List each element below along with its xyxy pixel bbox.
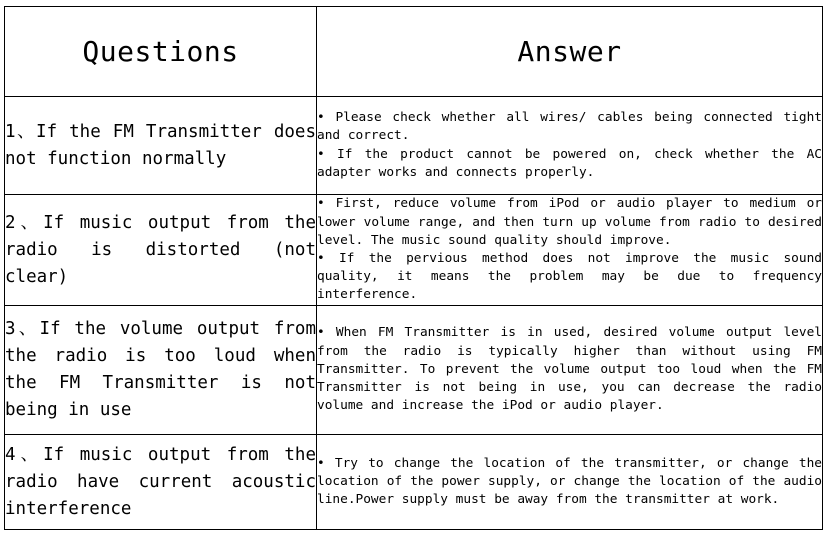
faq-table [4,6,823,530]
answer-bullet: • If the pervious method does not improve the music sound quality, it means the problem may be due to frequency interference. [317,251,822,303]
answer-cell [317,435,823,530]
table-row [5,97,823,195]
questions-header: Questions [5,7,317,97]
answer-bullet: • Please check whether all wires/ cables being connected tight and correct. [317,110,822,144]
answer-header: Answer [317,7,823,97]
answer-cell [317,195,823,306]
question-cell: 3、If the volume output from the radio is too loud when the FM Transmitter is not being in use [5,306,317,435]
answer-bullet: • First, reduce volume from iPod or audio player to medium or lower volume range, and then turn up volume from radio to desired level. The music sound quality should improve. [317,196,822,248]
table-row [5,306,823,435]
answer-bullet: • If the product cannot be powered on, check whether the AC adapter works and connects properly. [317,146,822,180]
answer-bullet: • When FM Transmitter is in used, desired volume output level from the radio is typically higher than without using FM Transmitter. To prevent the volume output too loud when the FM Transmitter is not being in use, you can decrease the radio volume and increase the iPod or audio player. [317,325,822,414]
header-row [5,7,823,97]
answer-bullet: • Try to change the location of the transmitter, or change the location of the power supply, or change the location of the audio line.Power supply must be away from the transmitter at work. [317,455,822,508]
table-row [5,195,823,306]
question-cell: 4、If music output from the radio have current acoustic interference [5,435,317,530]
answer-cell [317,306,823,435]
question-cell: 2、If music output from the radio is distorted (not clear) [5,195,317,306]
table-row [5,435,823,530]
answer-cell [317,97,823,195]
question-cell: 1、If the FM Transmitter does not function normally [5,97,317,195]
